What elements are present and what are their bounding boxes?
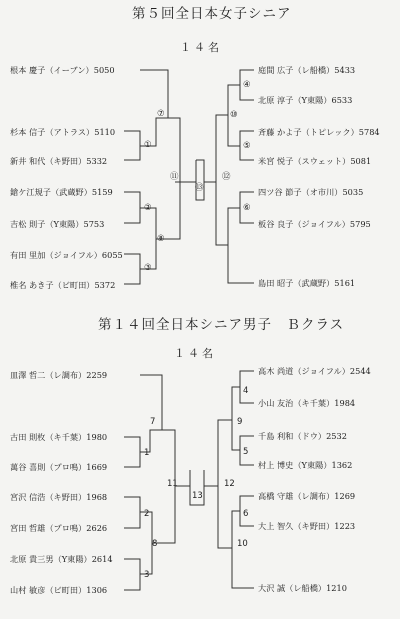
women-line-r1-2 (124, 192, 140, 223)
women-line-r3 (168, 182, 180, 239)
women-match-7: ⑦ (157, 109, 165, 119)
men-line-final-box (190, 470, 204, 505)
men-title: 第１４回全日本シニア男子 Ｂクラス (98, 317, 345, 333)
men-match-11: 11 (167, 479, 178, 489)
women-match-3: ③ (144, 263, 152, 273)
women-line-r1-5 (240, 131, 254, 160)
men-match-1: 1 (144, 448, 150, 458)
men-player-10: 千島 利和（ドウ）2532 (258, 431, 347, 441)
men-player-13: 大上 智久（キ野田）1223 (258, 521, 356, 531)
women-match-12: ⑫ (222, 172, 231, 182)
women-match-13: ⑬ (195, 183, 204, 193)
women-match-6: ⑥ (243, 203, 251, 213)
men-line-r1-3 (124, 559, 140, 590)
women-match-11: ⑪ (170, 172, 179, 182)
men-match-10: 10 (237, 539, 248, 549)
men-player-5: 宮田 哲雄（プロ鳴）2626 (10, 523, 108, 533)
men-line-r3-right-a (218, 420, 232, 486)
women-line-final-box (196, 160, 204, 200)
women-player-3: 新井 和代（キ野田）5332 (10, 156, 108, 166)
men-match-8: 8 (152, 539, 158, 549)
men-line-r1-6 (240, 496, 254, 526)
men-player-1: 皿澤 哲二（レ調布）2259 (10, 370, 108, 380)
women-player-14: 島田 昭子（武蔵野）5161 (258, 278, 356, 288)
women-line-r2-3 (228, 85, 240, 146)
women-match-4: ④ (243, 80, 251, 90)
women-line-r3-right (216, 115, 228, 182)
women-line-r1-4 (240, 70, 254, 100)
men-line-r2-1 (140, 430, 175, 486)
men-match-6: 6 (243, 509, 249, 519)
women-player-12: 四ツ谷 節子（オ市川）5035 (258, 187, 364, 197)
men-line-r2-2 (140, 509, 152, 574)
men-player-11: 村上 博史（Y東陽）1362 (258, 460, 353, 470)
men-match-9: 9 (237, 417, 243, 427)
women-player-4: 鎗ケ江規子（武蔵野）5159 (10, 187, 113, 197)
men-player-6: 北原 貴三男（Y東陽）2614 (10, 554, 113, 564)
women-match-10: ⑩ (230, 110, 238, 120)
women-player-5: 吉松 則子（Y東陽）5753 (10, 219, 105, 229)
men-line-r1-1 (124, 437, 140, 467)
women-player-13: 板谷 良子（ジョイフル）5795 (258, 219, 371, 229)
men-line-r3-right-b (218, 486, 232, 548)
men-player-9: 小山 友治（キ千葉）1984 (258, 398, 356, 408)
women-match-2: ② (144, 203, 152, 213)
men-match-4: 4 (243, 386, 249, 396)
men-line-r1-2 (124, 497, 140, 528)
men-match-5: 5 (243, 447, 249, 457)
women-player-8: 庭間 広子（レ船橋）5433 (258, 65, 356, 75)
women-player-1: 根本 慶子（イーブン）5050 (10, 65, 115, 75)
men-match-12: 12 (224, 479, 235, 489)
men-line-r1-4 (240, 371, 254, 403)
women-match-5: ⑤ (243, 141, 251, 151)
men-line-r2-4 (232, 511, 254, 588)
men-player-12: 高橋 守雄（レ調布）1269 (258, 491, 356, 501)
women-line-seed-1 (140, 70, 168, 118)
men-player-14: 大沢 誠（レ船橋）1210 (258, 583, 347, 593)
women-line-r2-1 (140, 118, 180, 182)
men-player-2: 古田 則枚（キ千葉）1980 (10, 432, 108, 442)
women-line-r2-2b (140, 239, 156, 269)
women-line-r1-1 (124, 131, 140, 160)
women-count: １４名 (180, 41, 222, 54)
men-line-seed-1 (140, 375, 162, 430)
men-match-3: 3 (144, 570, 150, 580)
men-match-2: 2 (144, 509, 150, 519)
men-player-7: 山村 敏彦（ビ町田）1306 (10, 585, 108, 595)
men-line-r1-5 (240, 436, 254, 465)
men-match-7: 7 (150, 417, 156, 427)
women-player-7: 椎名 あき子（ビ町田）5372 (10, 280, 116, 290)
men-line-r3 (152, 486, 175, 543)
women-title: 第５回全日本女子シニア (132, 6, 292, 22)
women-player-10: 斉藤 かよ子（トピレック）5784 (258, 127, 380, 137)
women-line-r1-3 (124, 254, 140, 284)
men-line-r2-3 (232, 387, 243, 450)
women-match-1: ① (144, 140, 152, 150)
men-count: １４名 (174, 347, 216, 360)
women-line-r2-2a (140, 208, 168, 239)
men-match-13: 13 (192, 491, 203, 501)
men-player-3: 萬谷 喜則（プロ鳴）1669 (10, 462, 108, 472)
women-player-9: 北原 淳子（Y東陽）6533 (258, 95, 353, 105)
women-line-r1-6 (240, 192, 254, 223)
women-player-2: 杉本 信子（アトラス）5110 (10, 127, 116, 137)
women-line-r2-4 (228, 208, 254, 283)
men-player-4: 宮沢 信浩（キ野田）1968 (10, 492, 108, 502)
women-match-8: ⑧ (157, 234, 165, 244)
women-player-6: 有田 里加（ジョイフル）6055 (10, 250, 123, 260)
men-player-8: 高木 尚道（ジョイフル）2544 (258, 366, 371, 376)
women-player-11: 米宮 悦子（スウェット）5081 (258, 156, 372, 166)
women-line-r3-right-b (216, 182, 228, 245)
